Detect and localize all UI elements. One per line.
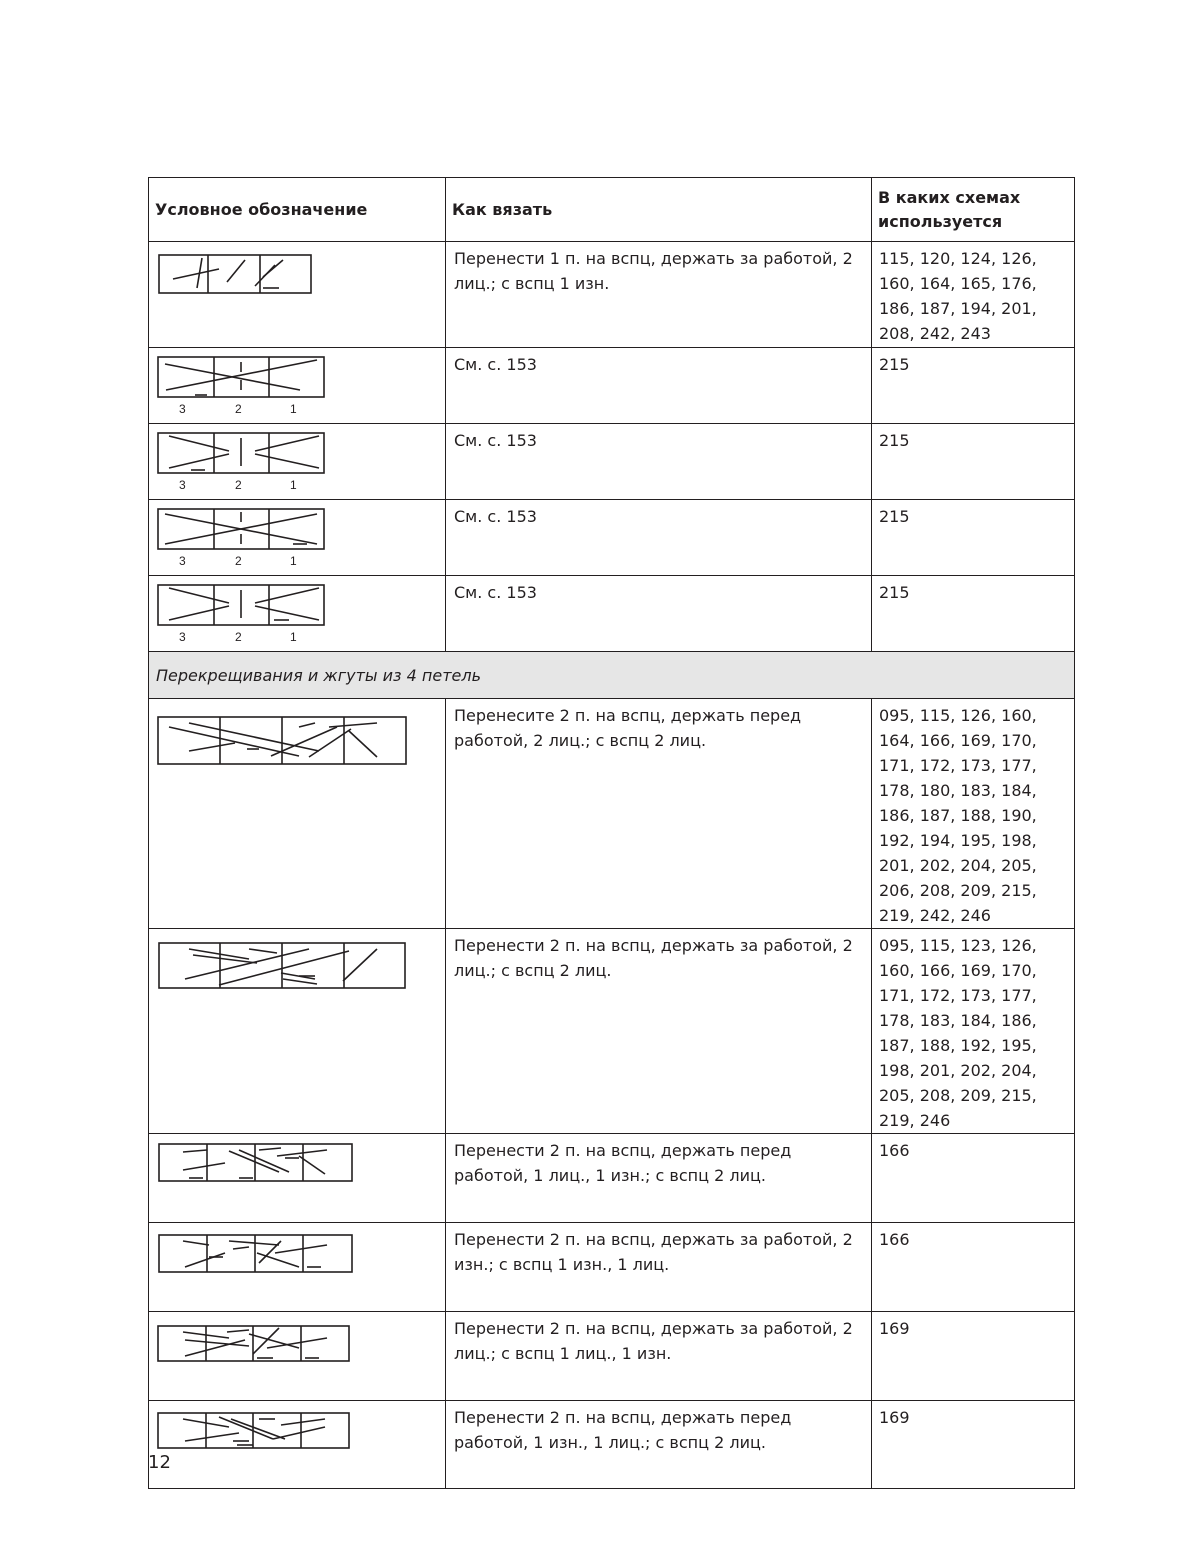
stitch-number: 1 (290, 630, 297, 644)
row-schemes: 215 (872, 576, 1075, 652)
table-row (149, 1312, 1075, 1401)
row-schemes: 095, 115, 123, 126, 160, 166, 169, 170, 171, 172, 173, 177, 178, 183, 184, 186, 187, 188, 192, 195, 198, 201, 202, 204, 205, 208, 209, 215, 219, 246 (872, 929, 1075, 1134)
row-description: Перенести 2 п. на вспц, держать за работой, 2 лиц.; с вспц 2 лиц. (446, 929, 872, 1134)
row-description: См. с. 153 (446, 348, 872, 424)
row-description: См. с. 153 (446, 500, 872, 576)
row-description: Перенести 2 п. на вспц, держать перед работой, 1 лиц., 1 изн.; с вспц 2 лиц. (446, 1134, 872, 1223)
symbol-cell (149, 576, 446, 652)
table-row (149, 1223, 1075, 1312)
symbol-cell (149, 424, 446, 500)
stitch-number: 2 (235, 478, 242, 492)
stitch-number: 1 (290, 478, 297, 492)
symbol-cell (149, 242, 446, 348)
table-row (149, 699, 1075, 929)
page-number: 12 (148, 1452, 171, 1473)
cross-symbol-3-stitch (149, 500, 445, 576)
table-row (149, 1134, 1075, 1223)
section-title: Перекрещивания и жгуты из 4 петель (149, 652, 1075, 699)
table-row (149, 242, 1075, 348)
cross-symbol-3-stitch (149, 242, 445, 342)
row-description: Перенести 1 п. на вспц, держать за работой, 2 лиц.; с вспц 1 изн. (446, 242, 872, 348)
symbol-cell (149, 1312, 446, 1401)
row-schemes: 166 (872, 1134, 1075, 1223)
row-description: Перенести 2 п. на вспц, держать за работой, 2 лиц.; с вспц 1 лиц., 1 изн. (446, 1312, 872, 1401)
row-schemes: 095, 115, 126, 160, 164, 166, 169, 170, 171, 172, 173, 177, 178, 180, 183, 184, 186, 187, 188, 190, 192, 194, 195, 198, 201, 202, 204, 205, 206, 208, 209, 215, 219, 242, 246 (872, 699, 1075, 929)
stitch-number: 2 (235, 402, 242, 416)
stitch-number: 3 (179, 630, 186, 644)
row-description: Перенесите 2 п. на вспц, держать перед работой, 2 лиц.; с вспц 2 лиц. (446, 699, 872, 929)
row-schemes: 215 (872, 424, 1075, 500)
cable-symbol-4-stitch (149, 929, 445, 1049)
row-description: Перенести 2 п. на вспц, держать за работой, 2 изн.; с вспц 1 изн., 1 лиц. (446, 1223, 872, 1312)
stitch-number: 3 (179, 478, 186, 492)
header-schemes: В каких схемах используется (872, 178, 1075, 242)
stitch-number: 2 (235, 630, 242, 644)
row-schemes: 169 (872, 1312, 1075, 1401)
cable-symbol-4-stitch (149, 1401, 445, 1489)
symbol-cell (149, 1134, 446, 1223)
stitch-number: 2 (235, 554, 242, 568)
row-description: См. с. 153 (446, 576, 872, 652)
row-schemes: 115, 120, 124, 126, 160, 164, 165, 176, 186, 187, 194, 201, 208, 242, 243 (872, 242, 1075, 348)
row-schemes: 215 (872, 500, 1075, 576)
symbol-cell (149, 1223, 446, 1312)
cable-symbol-4-stitch (149, 1134, 445, 1223)
symbol-legend-table (148, 177, 1075, 1489)
header-how: Как вязать (446, 178, 872, 242)
symbol-cell (149, 929, 446, 1134)
row-schemes: 166 (872, 1223, 1075, 1312)
stitch-number: 1 (290, 554, 297, 568)
row-description: См. с. 153 (446, 424, 872, 500)
stitch-number: 3 (179, 402, 186, 416)
row-schemes: 169 (872, 1401, 1075, 1489)
cable-symbol-4-stitch (149, 1223, 445, 1312)
table-row (149, 424, 1075, 500)
table-row (149, 929, 1075, 1134)
symbol-cell (149, 699, 446, 929)
row-schemes: 215 (872, 348, 1075, 424)
section-row (149, 652, 1075, 699)
cable-symbol-4-stitch (149, 699, 445, 819)
cable-symbol-4-stitch (149, 1312, 445, 1401)
symbol-cell (149, 500, 446, 576)
cross-symbol-3-stitch (149, 576, 445, 652)
cross-symbol-3-stitch (149, 348, 445, 424)
row-description: Перенести 2 п. на вспц, держать перед работой, 1 изн., 1 лиц.; с вспц 2 лиц. (446, 1401, 872, 1489)
symbol-cell (149, 1401, 446, 1489)
table-row (149, 576, 1075, 652)
symbol-cell (149, 348, 446, 424)
table-row (149, 348, 1075, 424)
stitch-number: 1 (290, 402, 297, 416)
table-header-row (149, 178, 1075, 242)
header-symbol: Условное обозначение (149, 178, 446, 242)
stitch-number: 3 (179, 554, 186, 568)
table-row (149, 1401, 1075, 1489)
cross-symbol-3-stitch (149, 424, 445, 500)
table-row (149, 500, 1075, 576)
